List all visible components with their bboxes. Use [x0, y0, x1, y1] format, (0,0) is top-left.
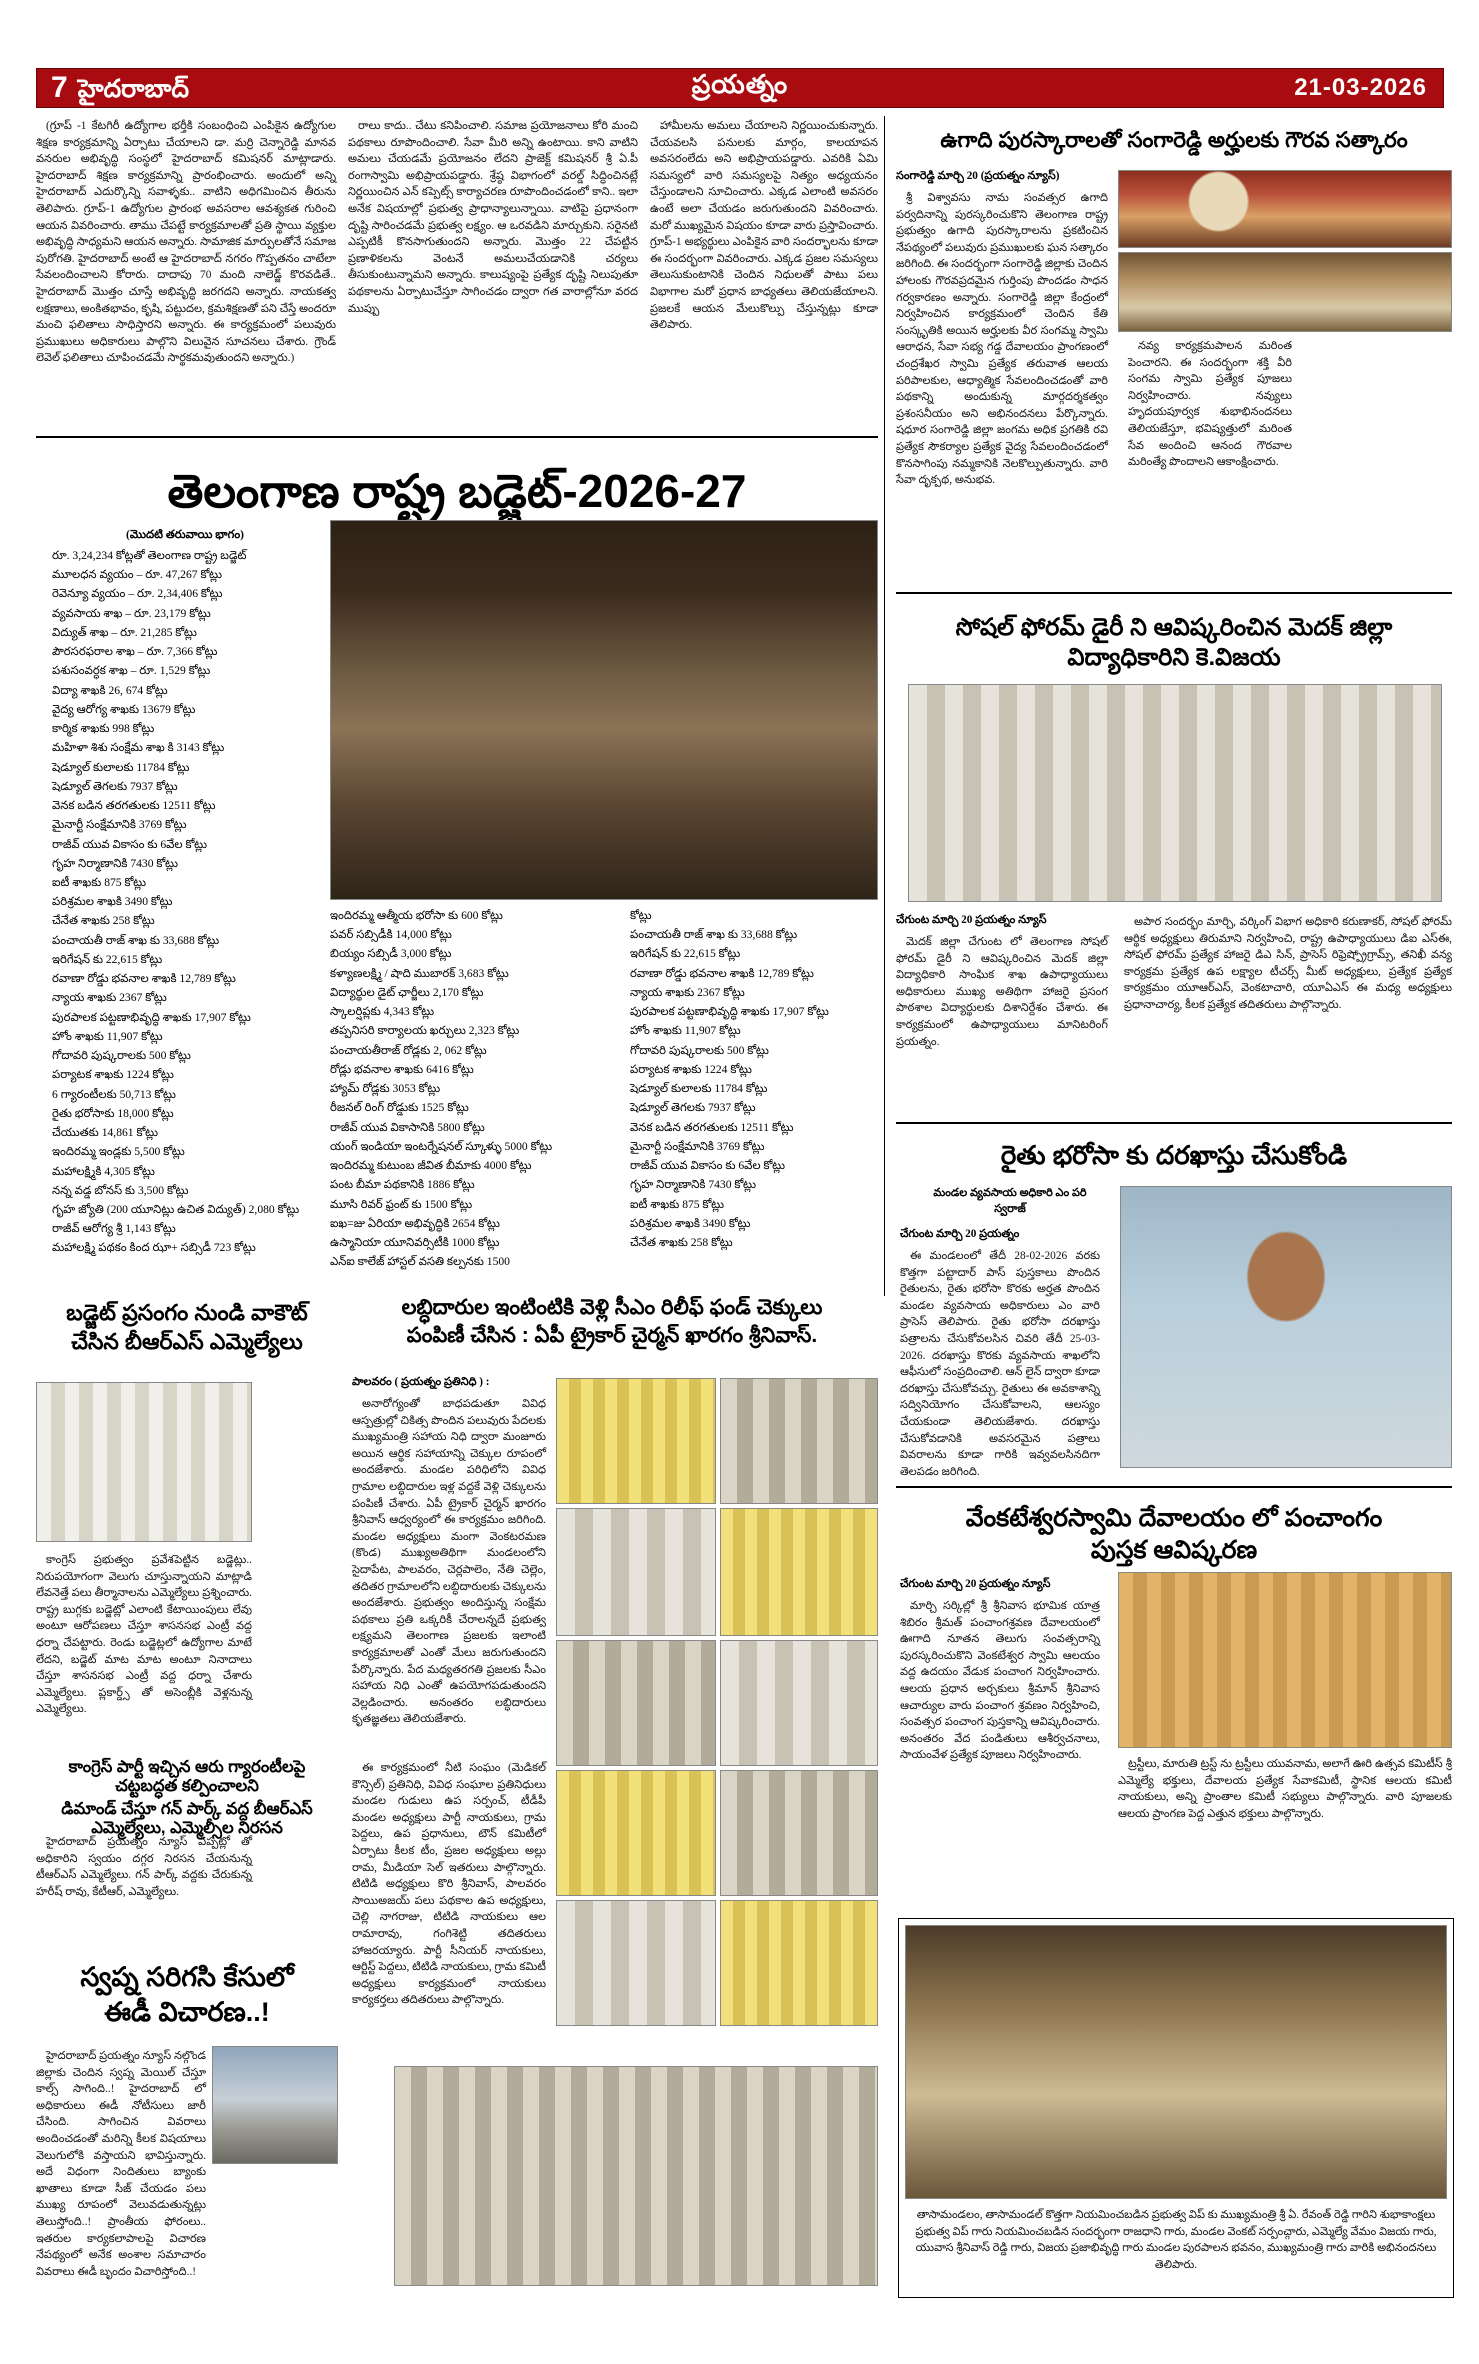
relief-fund-byline: పాలవరం ( ప్రయత్నం ప్రతినిధి ) : [352, 1376, 490, 1388]
ugadi-headline: ఉగాది పురస్కారాలతో సంగారెడ్డి అర్హులకు గౌరవ సత్కారం [940, 128, 1408, 152]
budget-item: న్యాయ శాఖకు 2367 కోట్లు [52, 991, 167, 1005]
budget-item: రోడ్లు భవనాల శాఖకు 6416 కోట్లు [330, 1062, 474, 1076]
budget-item: చేయుతకు 14,861 కోట్లు [52, 1126, 159, 1140]
budget-item: ఇందిరమ్మ కుటుంబ జీవిత బీమాకు 4000 కోట్లు [330, 1159, 532, 1173]
budget-item: ఉస్మానియా యూనివర్సిటీకి 1000 కోట్లు [330, 1235, 500, 1249]
swapna-case-headline [36, 1962, 338, 2029]
budget-headline: తెలంగాణ రాష్ట్ర బడ్జెట్-2026-27 [167, 465, 747, 517]
top-left-article-text: (గ్రూప్ -1 కేటగిరీ ఉద్యోగాల భర్తీకి సంబంధించి ఎంపికైన ఉద్యోగుల శిక్షణ కార్యక్రమాన్ని ఏర్పాటు చేయాలని డా. మర్రి చెన్నారెడ్డి మానవ వనరుల అభివృద్ధి సంస్థలో హైదరాబాద్ కమిషనర్ మాట్లాడారు. హైదరాబాద్ శిక్షణ కార్యక్రమాన్ని ప్రారంభించారు. అందులో అన్ని హైదరాబాద్ ఎదుర్కొన్ని సవాళ్ళకు.. వాటిని అధిగమించిన తీరును తెలిపారు. గ్రూప్-1 ఉద్యోగుల ప్రారంభ అవసరాల ఆవశ్యకత గురించి ఆయన వివరించారు. తాము చేపట్టే కార్యక్రమాలతో ప్రతి స్థాయి వ్యక్తుల అభివృద్ధి సాధ్యమని ఆయన అన్నారు. సామాజిక మార్పులతోనే సమాజ పురోగతి. హైదరాబాద్ అంటే ఆ హైదరాబాద్ నగరం గొప్పతనం చాటేలా సేవలందించాలని కోరారు. దాదాపు 70 మంది నాలెడ్జ్ కొరవడితే.. హైదరాబాద్ మొత్తం చూస్తే అభివృద్ధి జరగదని అన్నారు. నాయకత్వ లక్షణాలు, అంకితభావం, కృషి, పట్టుదల, క్రమశిక్షణతో పని చేస్తే అందరూ మంచి ఫలితాలు సాధిస్తారని అన్నారు. ఈ కార్యక్రమంలో పలువురు ప్రముఖులు అధికారులు పాల్గొని విలువైన సూచనలు చేశారు. గ్రౌండ్ లెవెల్ ఫలితాలు చూపించడమే సార్థకమవుతుందని అన్నారు.) [36, 120, 336, 365]
budget-item: మైనార్టీ సంక్షేమానికి 3769 కోట్లు [52, 818, 187, 832]
rythu-bharosa-text: ఈ మండలంలో తేదీ 28-02-2026 వరకు కొత్తగా పట్టాదార్ పాస్ పుస్తకాలు పొందిన రైతులను, రైతు భరోసా కొరకు అర్హత పొందిన మండల వ్యవసాయ అధికారులు ఎం వారి ప్రాసెస్ తెలిపారు. రైతు భరోసా దరఖాస్తు పత్రాలను చేసుకోవలసిన చివరి తేదీ 25-03-2026. దరఖాస్తు కొరకు వ్యవసాయ శాఖలోని ఆఫీసులో సంప్రదించాలి. ఆన్ లైన్ ద్వారా కూడా దరఖాస్తు చేసుకోవచ్చు. రైతులు ఈ అవకాశాన్ని సద్వినియోగం చేసుకోవాలని, ఆలస్యం చేయకుండా తెలియజేశారు. దరఖాస్తు చేసుకోవడానికి అవసరమైన పత్రాలు వివరాలను కూడా గారికి ఇవ్వవలసినదిగా తెలపడం జరిగింది. [900, 1250, 1100, 1478]
budget-item: కళ్యాణలక్ష్మి / షాది ముబారక్ 3,683 కోట్లు [330, 966, 509, 980]
budget-item: స్కాలర్షిప్లకు 4,343 కోట్లు [330, 1005, 435, 1019]
column-divider-vertical [884, 116, 885, 1296]
budget-item: రాజీవ్ యువ వికాసం కు 6వేల కోట్లు [630, 1159, 786, 1173]
rythu-byline: చేగుంట మార్చి 20 ప్రయత్నం [900, 1228, 1020, 1240]
budget-item: 6 గ్యారంటీలకు 50,713 కోట్లు [52, 1087, 176, 1101]
budget-item: మూలధన వ్యయం – రూ. 47,267 కోట్లు [52, 568, 223, 582]
budget-item: వ్యవసాయ శాఖ – రూ. 23,179 కోట్లు [52, 606, 211, 620]
budget-item: విద్యార్థుల డైట్ ఛార్జీలు 2,170 కోట్లు [330, 985, 484, 999]
budget-item: రూ. 3,24,234 కోట్లతో తెలంగాణ రాష్ట్ర బడ్జెట్ [52, 549, 247, 562]
ugadi-text: శ్రీ విశ్వావసు నామ సంవత్సర ఉగాది పర్వదినాన్ని పురస్కరించుకొని తెలంగాణ రాష్ట్ర ప్రభుత్వం ఉగాది పురస్కారాలను ప్రకటించిన నేపథ్యంలో పలువురు ప్రముఖులకు ఘన సత్కారం జరిగింది. ఈ సందర్భంగా సంగారెడ్డి జిల్లాకు చెందిన హాలంకు గౌరవప్రదమైన గుర్తింపు పొందడం సాధన గర్వకారణం అన్నారు. సంగారెడ్డి జిల్లా కేంద్రంలో నిర్వహించిన కార్యక్రమంలో చెందిన కేతి సంస్కృతికి అయిన అర్హులకు వీర సంగమ్మ స్వామి ఆరాధన, సేవా సభ్య గడ్డ దేవాలయం ప్రాంగణంలో చంద్రశేఖర స్వామి ప్రత్యేక తరువాత ఆలయ పరిపాలకుల, ఆధ్యాత్మిక సేవలందించడంతో వారి పథకాన్ని అందుకున్న మార్గదర్శకత్వం ప్రశంసనీయం అని అభినందనలు పేర్కొన్నారు. షధూర సంగారెడ్డి జిల్లా జంగమ అధిక ప్రగతికి రవి ప్రత్యేక సౌకర్యాల ప్రత్యేక వైద్య సేవలందించడంలో కొనసాగింపు నమ్మకానికి నెలకొల్పుతున్నారు. వారి సేవా దృక్పథ, అనుభవ. [896, 192, 1108, 487]
relief-fund-article [352, 1396, 546, 1816]
edition-city: హైదరాబాద్ [77, 76, 190, 103]
budget-item: షెడ్యూల్ తెగలకు 7937 కోట్లు [52, 779, 178, 793]
congress-headline-line1: కాంగ్రెస్ పార్టీ ఇచ్చిన ఆరు గ్యారంటీలపై చట్టబద్ధత కల్పించాలని [68, 1758, 306, 1796]
swapna-case-article [36, 2048, 206, 2278]
budget-item: గృహ నిర్మాణానికి 7430 కోట్లు [630, 1178, 756, 1192]
congress-headline-line2: డిమాండ్ చేస్తూ గన్ పార్క్ వద్ద బీఆర్ఎస్ ఎమ్మెల్యేలు, ఎమ్మెల్సీల నిరసన [61, 1799, 313, 1838]
rythu-subhead-line1: మండల వ్యవసాయ అధికారి ఎం పరి [933, 1187, 1087, 1199]
ugadi-article-right [1128, 338, 1292, 498]
relief-photo-10 [720, 1900, 878, 2026]
budget-item: పురపాలక పట్టణాభివృద్ధి శాఖకు 17,907 కోట్లు [630, 1005, 829, 1019]
budget-item: ఐటీ శాఖకు 875 కోట్లు [52, 875, 147, 889]
budget-item: పౌరసరఫరాల శాఖ – రూ. 7,366 కోట్లు [52, 645, 218, 659]
budget-item: మహాలక్ష్మికి 4,305 కోట్లు [52, 1164, 155, 1178]
budget-item: పంచాయతీ రాజ్ శాఖ కు 33,688 కోట్లు [630, 928, 798, 942]
social-forum-article [896, 934, 1108, 1144]
top-right-article-text: హామీలను అమలు చేయాలని నిర్ణయించుకున్నారు. చేయవలసి పనులకు మార్గం, కాలయాపన అవసరంలేదు అని అభిప్రాయపడ్డారు. ఎవరికి ఏమి సమస్యలో వారి సమస్యలపై నిత్యం అధ్యయనం చేస్తుండాలని సూచించారు. ఎక్కడ ఎలాంటి అవసరం ఉంటే అలా చేయడం జరుగుతుందని వివరించారు. మరో ముఖ్యమైన విషయం కూడా వారు ప్రస్తావించారు. గ్రూప్-1 అభ్యర్థులు ఎంపికైన వారి సందర్భాలను కూడా ఈ సందర్భంగా వివరించారు. ఎక్కడ ప్రజల సమస్యలు తెలుసుకుంటానికి చెందిన నిధులతో పాటు పలు విభాగాల మరో ప్రధాన బాధ్యతలు తెలియజేయాలని. ప్రజలకే ఆయన మేలుకొల్పు చేస్తున్నట్లు కూడా తెలిపారు. [650, 120, 878, 332]
publication-date: 21-03-2026 [1294, 74, 1427, 101]
relief-photo-6 [720, 1640, 878, 1766]
relief-photo-wide [394, 2066, 878, 2286]
social-forum-headline [896, 614, 1452, 673]
temple-text-right: ట్రస్టీలు, మారుతి ట్రస్ట్ ను ట్రస్టీలు యువనామ, అలాగే ఊరి ఉత్సవ కమిటీస్ శ్రీ ఎమ్మెల్యే భక్తులు, దేవాలయ ప్రత్యేక సేవాకమిటీ, స్థానిక ఆలయ కమిటీ నాయకులు, అన్ని ప్రాంతాల కమిటీ సభ్యులు పాల్గొన్నారు. వారి పూజలకు ఆలయ ప్రాంగణ పెద్ద ఎత్తున భక్తులు పాల్గొన్నారు. [1118, 1758, 1452, 1820]
budget-item: పురపాలక పట్టణాభివృద్ధి శాఖకు 17,907 కోట్లు [52, 1010, 251, 1024]
relief-photo-3 [556, 1508, 716, 1636]
top-mid-article [348, 118, 638, 418]
budget-list-column-1 [52, 546, 314, 1258]
budget-item: రాజీవ్ ఆరోగ్య శ్రీ 1,143 కోట్లు [52, 1222, 176, 1236]
budget-item: మైనార్టీ సంక్షేమానికి 3769 కోట్లు [630, 1139, 765, 1153]
social-forum-headline-line2: విద్యాధికారిని కె.విజయ [1067, 644, 1281, 672]
bottom-boxed-item [898, 1918, 1454, 2298]
budget-item: షెడ్యూల్ కులాలకు 11784 కోట్లు [52, 760, 190, 774]
relief-photo-8 [720, 1770, 878, 1896]
relief-photo-2 [720, 1378, 878, 1504]
top-left-article [36, 118, 336, 418]
social-forum-article-right [1124, 914, 1452, 1144]
budget-item: ఐటీ శాఖకు 875 కోట్లు [630, 1197, 725, 1211]
budget-item: ఇందిరమ్మ ఇండ్లకు 5,500 కోట్లు [52, 1145, 185, 1159]
budget-item: రాజీవ్ యువ వికాసానికి 5800 కోట్లు [330, 1120, 485, 1134]
rythu-bharosa-article [900, 1248, 1100, 1478]
top-right-article [650, 118, 878, 418]
budget-item: హోం శాఖకు 11,907 కోట్లు [52, 1029, 163, 1043]
temple-photo [1118, 1572, 1452, 1748]
budget-item: మహిళా శిశు సంక్షేమ శాఖ కి 3143 కోట్లు [52, 741, 225, 755]
social-forum-byline: చేగుంట మార్చి 20 ప్రయత్నం న్యూస్ [896, 914, 1047, 926]
budget-item: గోదావరి పుష్కరాలకు 500 కోట్లు [630, 1043, 769, 1057]
walkout-photo [36, 1382, 252, 1542]
paper-name: ప్రయత్నం [691, 70, 789, 99]
budget-item: షెడ్యూల్ తెగలకు 7937 కోట్లు [630, 1101, 756, 1115]
budget-item: బియ్యం సబ్సిడీ 3,000 కోట్లు [330, 947, 452, 961]
budget-item: ఇరిగేషన్ కు 22,615 కోట్లు [52, 952, 163, 966]
budget-item: నన్న వడ్డ బోనస్ కు 3,500 కోట్లు [52, 1183, 189, 1197]
budget-item: రీజనల్ రింగ్ రోడ్డుకు 1525 కోట్లు [330, 1101, 469, 1115]
walkout-headline [36, 1300, 338, 1355]
budget-item: గృహ నిర్మాణానికి 7430 కోట్లు [52, 856, 178, 870]
social-forum-text: మెదక్ జిల్లా చేగుంట లో తెలంగాణ సోషల్ ఫోరమ్ డైరీ ని ఆవిష్కరించిన మెదక్ జిల్లా విద్యాధికారి సాంఘిక శాఖ ఉపాధ్యాయులు అధికారులు ముఖ్య అతిథిగా హాజరై ప్రసంగ పాఠశాల విద్యార్థులకు దిశానిర్దేశం చేశారు. ఈ కార్యక్రమంలో ఉపాధ్యాయులు మానిటరింగ్ ప్రయత్నం. [896, 936, 1108, 1048]
masthead-left [37, 73, 501, 103]
budget-item: విద్యా శాఖకి 26, 674 కోట్లు [52, 683, 168, 697]
temple-headline [896, 1504, 1452, 1565]
temple-headline-line2: పుస్తక ఆవిష్కరణ [1090, 1535, 1258, 1564]
budget-item: చేనేత శాఖకు 258 కోట్లు [630, 1235, 733, 1249]
budget-subhead: (మొదటి తరువాయి భాగం) [125, 529, 244, 541]
budget-item: రెవెన్యూ వ్యయం – రూ. 2,34,406 కోట్లు [52, 587, 223, 601]
page-number: 7 [51, 71, 68, 104]
budget-item: రవాణా రోడ్డు భవనాల శాఖకి 12,789 కోట్లు [52, 972, 236, 986]
temple-byline: చేగుంట మార్చి 20 ప్రయత్నం న్యూస్ [900, 1578, 1051, 1590]
budget-item: యంగ్ ఇండియా ఇంటర్నేషనల్ స్కూళ్ళు 5000 కోట్లు [330, 1139, 553, 1153]
budget-item: వైద్య ఆరోగ్య శాఖకు 13679 కోట్లు [52, 702, 196, 716]
ugadi-byline: సంగారెడ్డి మార్చి 20 (ప్రయత్నం న్యూస్) [896, 170, 1060, 182]
social-forum-rule [896, 592, 1452, 594]
relief-photo-1 [556, 1378, 716, 1504]
swapna-headline-line2: ఈడీ విచారణ..! [104, 1996, 270, 2027]
walkout-headline-line1: బడ్జెట్ ప్రసంగం నుండి వాకౌట్ [66, 1300, 308, 1325]
budget-item: రైతు భరోసాకు 18,000 కోట్లు [52, 1106, 174, 1120]
relief-photo-4 [720, 1508, 878, 1636]
congress-guarantees-text: హైదరాబాద్ ప్రయత్నం న్యూస్ ఎప్పట్లో తో అధికారిని స్వయం దగ్గర నిరసన చేయనున్న టీఆర్ఎస్ ఎమ్మెల్యేలు. గన్ పార్క్ వద్దకు చేరుకున్న హరీష్ రావు, కేటీఆర్, ఎమ్మెల్యేలు. [36, 1836, 252, 1898]
rythu-rule [896, 1122, 1452, 1124]
budget-rule-top [36, 436, 878, 438]
budget-item: విద్యుత్ శాఖ – రూ. 21,285 కోట్లు [52, 625, 197, 639]
bottom-caption-block [909, 2207, 1443, 2293]
swapna-case-text: హైదరాబాద్ ప్రయత్నం న్యూస్ నల్గొండ జిల్లాకు చెందిన స్వప్న మెయిల్ చేస్తూ కాల్స్ సాగింది..! హైదరాబాద్ లో అధికారులు ఈడీ నోటీసులు జారీ చేసింది. సాగించిన వివరాలు అందించడంతో మరిన్ని కీలక విషయాలు వెలుగులోకి వస్తాయని భావిస్తున్నారు. అదే విధంగా నిందితులు బ్యాంకు ఖాతాలు కూడా సీజ్ చేయడం పలు ముఖ్య రూపంలో వెలువడుతున్నట్లు తెలుస్తోంది..! ప్రాంతీయ ఫోరంలు.. ఇతరుల కార్యకలాపాలపై విచారణ నేపథ్యంలో అనేక అంశాల సమాచారం వివరాలు ఈడీ బృందం విచారిస్తోంది..! [36, 2050, 206, 2278]
relief-photo-5 [556, 1640, 716, 1766]
budget-item: ఇందిరమ్మ ఆత్మీయ భరోసా కు 600 కోట్లు [330, 909, 503, 922]
budget-item: హ్యామ్ రోడ్లకు 3053 కోట్లు [330, 1082, 441, 1096]
budget-item: మూసి రివర్ ఫ్రంట్ కు 1500 కోట్లు [330, 1197, 473, 1211]
budget-item: కోట్లు [630, 909, 652, 922]
walkout-article [36, 1552, 252, 1732]
congress-guarantees-headline [36, 1758, 338, 1839]
walkout-headline-line2: చేసిన బీఆర్ఎస్ ఎమ్మెల్యేలు [71, 1328, 303, 1354]
cm-meeting-photo [905, 1925, 1447, 2199]
temple-rule [896, 1486, 1452, 1488]
budget-item: షెడ్యూల్ కులాలకు 11784 కోట్లు [630, 1082, 768, 1096]
relief-fund-text-2: ఈ కార్యక్రమంలో నీటి సంఘం (మెడికల్ కౌన్సిల్) ప్రతినిధి, వివిధ సంఘాల ప్రతినిధులు మండల గుడులు ఉప సర్పంచ్, టీడీపీ మండల అధ్యక్షులు పార్టీ నాయకులు, గ్రామ పెద్దలు, ఉప ప్రధానులు, టౌన్ కమిటీలో ఏర్పాటు కీలక టీం, ప్రజల అధ్యక్షులు అల్లు రామ, మీడియా సెల్ ఇతరులు పాల్గొన్నారు. టిటిడి అధ్యక్షులు కొరి శ్రీనివాస్, పాలవరం సాయిఅజయ్ పలు పథకాల ఉప అధ్యక్షులు, చెల్లి నాగరాజు, టిటిడి నాయకులు ఆల రామారావు, గంగిశెట్టి తదితరులు హాజరయ్యారు. పార్టీ సీనియర్ నాయకులు, ఆర్టిస్ట్ పెద్దలు, టిటిడి నాయకులు, గ్రామ కమిటీ అధ్యక్షులు కార్యక్రమంలో నాయకులు కార్యకర్తలు తదితరులు పాల్గొన్నారు. [352, 1762, 546, 2007]
budget-item: పరిశ్రమల శాఖకి 3490 కోట్లు [52, 895, 173, 909]
rythu-bharosa-headline: రైతు భరోసా కు దరఖాస్తు చేసుకోండి [1000, 1140, 1348, 1170]
walkout-article-text: కాంగ్రెస్ ప్రభుత్వం ప్రవేశపెట్టిన బడ్జెట్లు.. నిరుపయోగంగా వెలుగు చూస్తున్నాయని మాట్లాడి లేవనెత్తే పలు తీర్మానాలను ఎమ్మెల్యేలు ప్రశ్నించారు. రాష్ట్ర బుగ్గకు బడ్జెట్లో ఎలాంటి కేటాయింపులు లేవు అంటూ ఆరోపణలు చేస్తూ శాసనసభ ఎంట్రీ వద్ద ధర్నా చేపట్టారు. రెండు బడ్జెట్లలో ఉద్యోగాల మాటే లేదని, బడ్జెట్ మాట మాట అంటూ నినాదాలు చేస్తూ శాసనసభ ఎంట్రీ వద్ద ధర్నా చేశారు ఎమ్మెల్యేలు. ప్లకార్డ్స్ తో అసెంబ్లీకి వెళ్లనున్న ఎమ్మెల్యేలు. [36, 1554, 252, 1716]
budget-item: వెనక బడిన తరగతులకు 12511 కోట్లు [52, 799, 216, 813]
budget-item: హోం శాఖకు 11,907 కోట్లు [630, 1024, 741, 1038]
budget-item: రవాణా రోడ్డు భవనాల శాఖకి 12,789 కోట్లు [630, 966, 814, 980]
social-forum-headline-line1: సోషల్ ఫోరమ్ డైరీ ని ఆవిష్కరించిన మెదక్ జిల్లా [955, 614, 1393, 641]
budget-item: తప్పనిసరి కార్యాలయ ఖర్చులు 2,323 కోట్లు [330, 1024, 520, 1038]
budget-item: ఎన్ఐ కాలేజ్ హాస్టల్ వసతి కల్పనకు 1500 [330, 1255, 510, 1269]
budget-item: పంచాయతీ రాజ్ శాఖ కు 33,688 కోట్లు [52, 933, 220, 947]
ugadi-text-right: నవ్య కార్యక్రమపాలన మరింత పెంచారని. ఈ సందర్భంగా శక్తి వీరి సంగమ స్వామి ప్రత్యేక పూజలు నిర్వహించారు. నవ్యులు హృదయపూర్వక శుభాభినందనలు తెలియజేస్తూ, భవిష్యత్తులో మరింత సేవ అందించి ఆనంద గౌరవాల మరింత్యే పొందాలని ఆకాంక్షించారు. [1128, 340, 1292, 469]
budget-item: పరిశ్రమల శాఖకి 3490 కోట్లు [630, 1216, 751, 1230]
social-forum-photo [908, 684, 1442, 902]
budget-list-column-3 [630, 906, 882, 1252]
relief-headline-line1: లబ్ధిదారుల ఇంటింటికి వెళ్లి సీఎం రిలీఫ్ ఫండ్ చెక్కులు [401, 1296, 823, 1319]
rythu-subhead-line2: స్వరాజ్ [994, 1202, 1026, 1215]
budget-item: పర్యాటక శాఖకు 1224 కోట్లు [630, 1062, 752, 1076]
assembly-budget-photo [330, 520, 878, 900]
budget-item: గృహ జ్యోతి (200 యూనిట్లు ఉచిత విద్యుత్) 2,080 కోట్లు [52, 1202, 300, 1216]
budget-item: పవర్ సబ్సిడీకి 14,000 కోట్లు [330, 928, 452, 942]
temple-article-right [1118, 1756, 1452, 1916]
ugadi-photo-1 [1118, 170, 1452, 248]
budget-item: మహాలక్ష్మి పథకం కింద ఝా+ సబ్సిడీ 723 కోట్లు [52, 1241, 256, 1255]
relief-headline-line2: పంపిణీ చేసిన : ఏపీ ట్రైకార్ చైర్మన్ ఖారగం శ్రీనివాస్. [406, 1323, 818, 1347]
temple-headline-line1: వేంకటేశ్వరస్వామి దేవాలయం లో పంచాంగం [965, 1504, 1383, 1532]
budget-list-column-2 [330, 906, 614, 1271]
swapna-headline-line1: స్వప్న సరిగసి కేసులో [80, 1962, 294, 1992]
ed-office-photo [212, 2046, 338, 2164]
relief-photo-7 [556, 1770, 716, 1896]
social-forum-text-right: అపార సందర్భం మార్చి, వర్కింగ్ విభాగ అధికారి కరుణాకర్, సోషల్ ఫోరమ్ ఆర్థిక అధ్యక్షులు తిరుమాని నిర్వహించి, రాష్ట్ర ఉపాధ్యాయులు డిఐ ఎస్ఈ, సోషల్ ఫోరమ్ ప్రత్యేక హాజరై డిఎ సిన్, ప్రాసెస్ రిఫ్రెష్ప్రోగ్రామ్స్, తనిఖీ వన్య కార్యక్రమ ప్రత్యేక ఉప లక్ష్యాల టీచర్స్ మీట్ అధ్యక్షులు, ప్రత్యేక ప్రత్యేక కార్యక్రమం యూఆర్ఎస్, వెంకటాచారి, యూఏఎస్ ఈ మధ్య అధ్యక్షులు ప్రధానాచార్య, కీలక ప్రత్యేక తదితరులు పాల్గొన్నారు. [1124, 916, 1452, 1011]
relief-photo-9 [556, 1900, 716, 2026]
relief-fund-article-2 [352, 1760, 546, 2060]
budget-item: రాజీవ్ యువ వికాసం కు 6వేల కోట్లు [52, 837, 208, 851]
budget-item: గోదావరి పుష్కరాలకు 500 కోట్లు [52, 1049, 191, 1063]
rythu-subhead [920, 1186, 1100, 1217]
budget-item: పర్యాటక శాఖకు 1224 కోట్లు [52, 1068, 174, 1082]
relief-fund-headline [352, 1296, 872, 1349]
ugadi-article [896, 190, 1108, 510]
budget-item: ఐఖ=జు ఏరియా అభివృద్ధికి 2654 కోట్లు [330, 1216, 500, 1230]
budget-item: వెనక బడిన తరగతులకు 12511 కోట్లు [630, 1120, 794, 1134]
ugadi-photo-2 [1118, 252, 1452, 332]
budget-item: కార్మిక శాఖకు 998 కోట్లు [52, 722, 155, 736]
agriculture-officer-portrait [1120, 1186, 1452, 1468]
budget-item: పంట బీమా పథకానికి 1886 కోట్లు [330, 1178, 475, 1192]
temple-text: మార్చి సర్కిల్లో శ్రీ శ్రీనివాస భూమిక యాత్ర శిబిరం శ్రీమత్ పంచాంగశ్రవణ దేవాలయంలో ఊగాది నూతన తెలుగు సంవత్సరాన్ని పురస్కరించుకొని వెంకటేశ్వర స్వామి ఆలయం వద్ద ఉదయం వేడుక పంచాంగ నిర్వహించారు. ఆలయ ప్రధాన అర్చకులు శ్రీమాన్ శ్రీనివాస ఆచార్యుల వారు పంచాంగ శ్రవణం నిర్వహించి, సంవత్సర పంచాంగ పుస్తకాన్ని ఆవిష్కరించారు. అనంతరం వేద పండితులు ఆశీర్వచనాలు, సాయంవేళ ప్రత్యేక పూజలు నిర్వహించారు. [900, 1600, 1100, 1762]
budget-item: న్యాయ శాఖకు 2367 కోట్లు [630, 985, 745, 999]
top-mid-article-text: రాలు కాదు.. చేటు కనిపించాలి. సమాజ ప్రయోజనాలు కోరి మంచి పథకాలు రూపొందించాలి. సేవా మీరి అన్ని ఉంటాయి. కాని వాటిని అమలు చేయడమే ప్రయోజనం లేదని ప్రాజెక్ట్ కమిషనర్ శ్రీ ఏ.పీ రంగాస్వామి అభిప్రాయపడ్డారు. శ్రేష్ఠ విభాగంలో వరల్డ్ సిద్ధించినట్లే నిర్ణయించిన ఎన్ కప్పెట్స్ కార్యాచరణ రూపొందించడంలో కాని.. ఇలా అనేక విషయాల్లో ప్రభుత్వ ప్రాధాన్యాలున్నాయి. వాటిపై ప్రధానంగా దృష్టి సారించడమే ప్రభుత్వ లక్ష్యం. ఆ ఒరవడిని మార్చుకుని. సరైనటి ఎప్పటికీ కొనసాగుతుందని అన్నారు. మొత్తం 22 చేపట్టిన ప్రణాళికలను వెంటనే అమలుచేయడానికి చర్యలు తీసుకుంటున్నామని అన్నారు. కాలుష్యంపై ప్రత్యేక దృష్టి నిలుపుతూ పథకాలను ఏర్పాటుచేస్తూ సాగించడం ద్వారా గత వారాల్లోనూ వరద ముప్పు [348, 120, 638, 315]
masthead-band [36, 68, 1444, 108]
budget-item: పశుసంవర్ధక శాఖ – రూ. 1,529 కోట్లు [52, 664, 211, 678]
bottom-caption-text: తాసామండలం, తాసామండల్ కొత్తగా నియమించబడిన ప్రభుత్వ విప్ కు ముఖ్యమంత్రి శ్రీ ఏ. రేవంత్ రెడ్డి గారిని శుభాకాంక్షలు ప్రభుత్వ విప్ గారు నియమించబడిన సందర్భంగా రాజధాని గారు, మండల వెంకట్ సర్పంచ్గారు, ఎమ్మెల్యే వేమం విజయ గారు, యువాస శ్రీనివాస్ రెడ్డి గారు, విజయ ప్రజాభివృద్ధి గారు మండల పురపాలన భవనం, ముఖ్యమంత్రి గారు వారికి అభినందనలు తెలిపారు. [915, 2209, 1437, 2271]
budget-item: పంచాయతీరాజ్ రోడ్లకు 2, 062 కోట్లు [330, 1043, 487, 1057]
budget-item: చేనేత శాఖకు 258 కోట్లు [52, 914, 155, 928]
budget-item: ఇరిగేషన్ కు 22,615 కోట్లు [630, 947, 741, 961]
relief-fund-text: అనారోగ్యంతో బాధపడుతూ వివిధ ఆస్పత్రుల్లో చికిత్స పొందిన పలువురు పేదలకు ముఖ్యమంత్రి సహాయ నిధి ద్వారా మంజూరు అయిన ఆర్థిక సహాయాన్ని చెక్కుల రూపంలో అందజేశారు. మండల పరిధిలోని వివిధ గ్రామాల లబ్ధిదారుల ఇళ్ల వద్దకే వెళ్లి చెక్కులను పంపిణీ చేశారు. ఏపీ ట్రైకార్ చైర్మన్ ఖారగం శ్రీనివాస్ ఆధ్వర్యంలో ఈ కార్యక్రమం జరిగింది. మండల అధ్యక్షులు మంగా వెంకటరమణ (కొండ) ముఖ్యఅతిథిగా మండలంలోని సైదాపేట, పాలవరం, చెర్లపాలెం, నేతి చెల్లెం, తదితర గ్రామాలలోని లబ్ధిదారులకు చెక్కులను అందజేశారు. ప్రభుత్వం అందిస్తున్న సంక్షేమ పథకాలు ప్రతి ఒక్కరికీ చేరాలన్నదే ప్రభుత్వ లక్ష్యమని తెలంగాణ ప్రజలకు ఇలాంటి కార్యక్రమాలతో ఎంతో మేలు జరుగుతుందని పేర్కొన్నారు. పేద మధ్యతరగతి ప్రజలకు సీఎం సహాయ నిధి ఎంతో ఉపయోగపడుతుందని వెల్లడించారు. అనంతరం లబ్ధిదారులు కృతజ్ఞతలు తెలియజేశారు. [352, 1398, 546, 1726]
temple-article [900, 1598, 1100, 1878]
congress-guarantees-article [36, 1834, 252, 1944]
